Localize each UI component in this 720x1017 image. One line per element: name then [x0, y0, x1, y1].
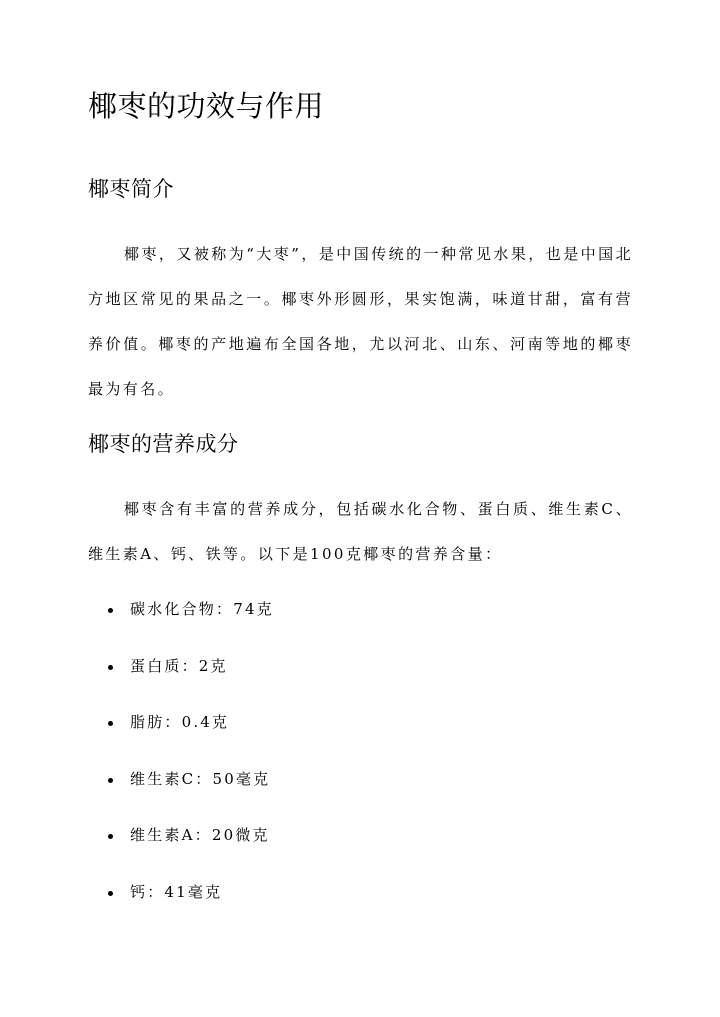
bullet-icon: [108, 891, 113, 896]
bullet-icon: [108, 778, 113, 783]
bullet-icon: [108, 608, 113, 613]
list-item-text: 蛋白质：2克: [130, 656, 228, 675]
list-item: [88, 638, 274, 695]
list-item: [88, 581, 274, 638]
list-item-text: 钙：41毫克: [130, 882, 223, 901]
list-item: [88, 807, 274, 864]
list-item: [88, 694, 274, 751]
section-heading-nutrition: 椰枣的营养成分: [88, 432, 239, 456]
nutrition-list: [88, 581, 274, 920]
list-item-text: 碳水化合物：74克: [130, 600, 274, 618]
nutrition-paragraph: 椰枣含有丰富的营养成分，包括碳水化合物、蛋白质、维生素C、维生素A、钙、铁等。以下是100克椰枣的营养含量：: [88, 500, 633, 563]
bullet-icon: [108, 665, 113, 670]
list-item: [88, 864, 274, 921]
intro-paragraph: 椰枣，又被称为“大枣”，是中国传统的一种常见水果，也是中国北方地区常见的果品之一。椰枣外形圆形，果实饱满，味道甘甜，富有营养价值。椰枣的产地遍布全国各地，尤以河北、山东、河南等地的椰枣最为有名。: [88, 245, 633, 398]
list-item-text: 维生素A：20微克: [130, 826, 270, 844]
section-heading-intro: 椰枣简介: [88, 177, 174, 201]
list-item-text: 脂肪：0.4克: [130, 713, 230, 731]
bullet-icon: [108, 721, 113, 726]
list-item-text: 维生素C：50毫克: [130, 769, 271, 788]
list-item: [88, 751, 274, 808]
page-title: 椰枣的功效与作用: [88, 89, 325, 123]
bullet-icon: [108, 834, 113, 839]
